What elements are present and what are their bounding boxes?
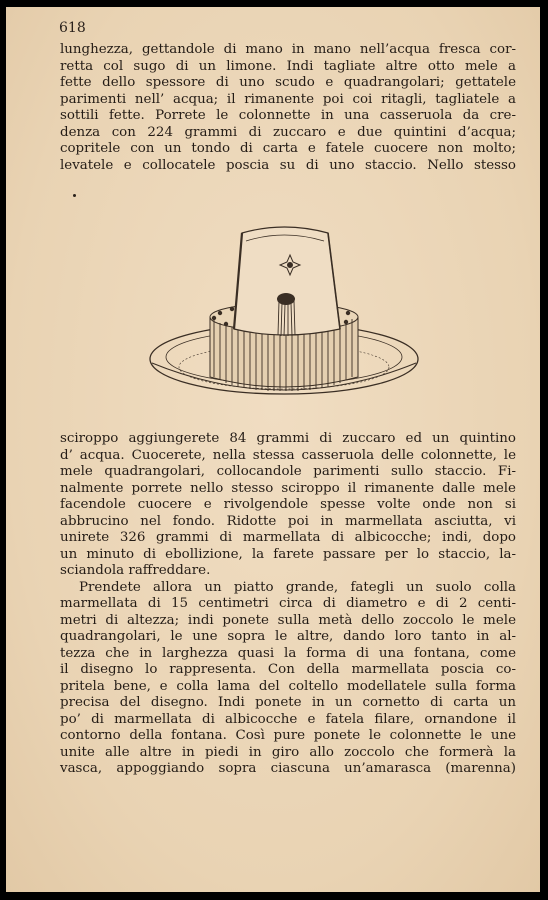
text-line: sottili fette. Porrete le colonnette in una casseruola da cre- — [60, 108, 516, 123]
text-line: abbrucino nel fondo. Ridotte poi in marmellata asciutta, vi — [60, 513, 516, 529]
paragraph-middle — [60, 431, 516, 778]
text-line: denza con 224 grammi di zuccaro e due quintini d’acqua; — [60, 124, 516, 140]
text-line: fette dello spessore di uno scudo e quadrangolari; gettatele — [60, 75, 516, 90]
text-line: mele quadrangolari, collocandole parimenti sullo staccio. Fi- — [60, 464, 516, 479]
book-page — [6, 7, 540, 892]
text-line: facendole cuocere e rivolgendole spesse volte onde non si — [60, 497, 516, 512]
text-line: lunghezza, gettandole di mano in mano nell’acqua fresca cor- — [60, 42, 516, 57]
text-line: parimenti nell’ acqua; il rimanente poi coi ritagli, tagliatele a — [60, 91, 516, 107]
fountain-illustration — [144, 217, 424, 417]
text-line: levatele e collocatele poscia su di uno staccio. Nello stesso — [60, 157, 516, 173]
text-line: tezza che in larghezza quasi la forma di una fontana, come — [60, 645, 516, 661]
text-line: un minuto di ebollizione, la farete passare per lo staccio, la- — [60, 546, 516, 562]
text-line: marmellata di 15 centimetri circa di diametro e di 2 centi- — [60, 596, 516, 611]
text-line: contorno della fontana. Così pure ponete le colonnette le une — [60, 728, 516, 743]
text-line: retta col sugo di un limone. Indi tagliate altre otto mele a — [60, 58, 516, 74]
page-number: 618 — [59, 20, 86, 36]
text-line: vasca, appoggiando sopra ciascuna un’amarasca (marenna) — [60, 761, 516, 776]
text-line: pritela bene, e colla lama del coltello modellatele sulla forma — [60, 678, 516, 694]
text-line: Prendete allora un piatto grande, fategli un suolo colla — [79, 579, 516, 595]
text-line: d’ acqua. Cuocerete, nella stessa casseruola delle colonnette, le — [60, 447, 516, 463]
fountain-slab-illustration — [234, 227, 340, 336]
text-line: sciroppo aggiungerete 84 grammi di zuccaro ed un quintino — [60, 431, 516, 446]
text-line: il disegno lo rappresenta. Con della marmellata poscia co- — [60, 662, 516, 677]
text-line: precisa del disegno. Indi ponete in un cornetto di carta un — [60, 695, 516, 710]
text-line: copritele con un tondo di carta e fatele cuocere non molto; — [60, 141, 516, 156]
text-line: po’ di marmellata di albicocche e fatela filare, ornandone il — [60, 711, 516, 727]
text-line: metri di altezza; indi ponete sulla metà dello zoccolo le mele — [60, 612, 516, 628]
text-line: sciandola raffreddare. — [60, 563, 211, 578]
text-line: unite alle altre in piedi in giro allo zoccolo che formerà la — [60, 744, 516, 760]
paragraph-top — [60, 42, 516, 174]
ink-speck — [73, 194, 76, 197]
text-line: unirete 326 grammi di marmellata di albicocche; indi, dopo — [60, 530, 516, 545]
text-line: nalmente porrete nello stesso sciroppo il rimanente dalle mele — [60, 480, 516, 496]
text-line: quadrangolari, le une sopra le altre, dando loro tanto in al- — [60, 629, 516, 644]
